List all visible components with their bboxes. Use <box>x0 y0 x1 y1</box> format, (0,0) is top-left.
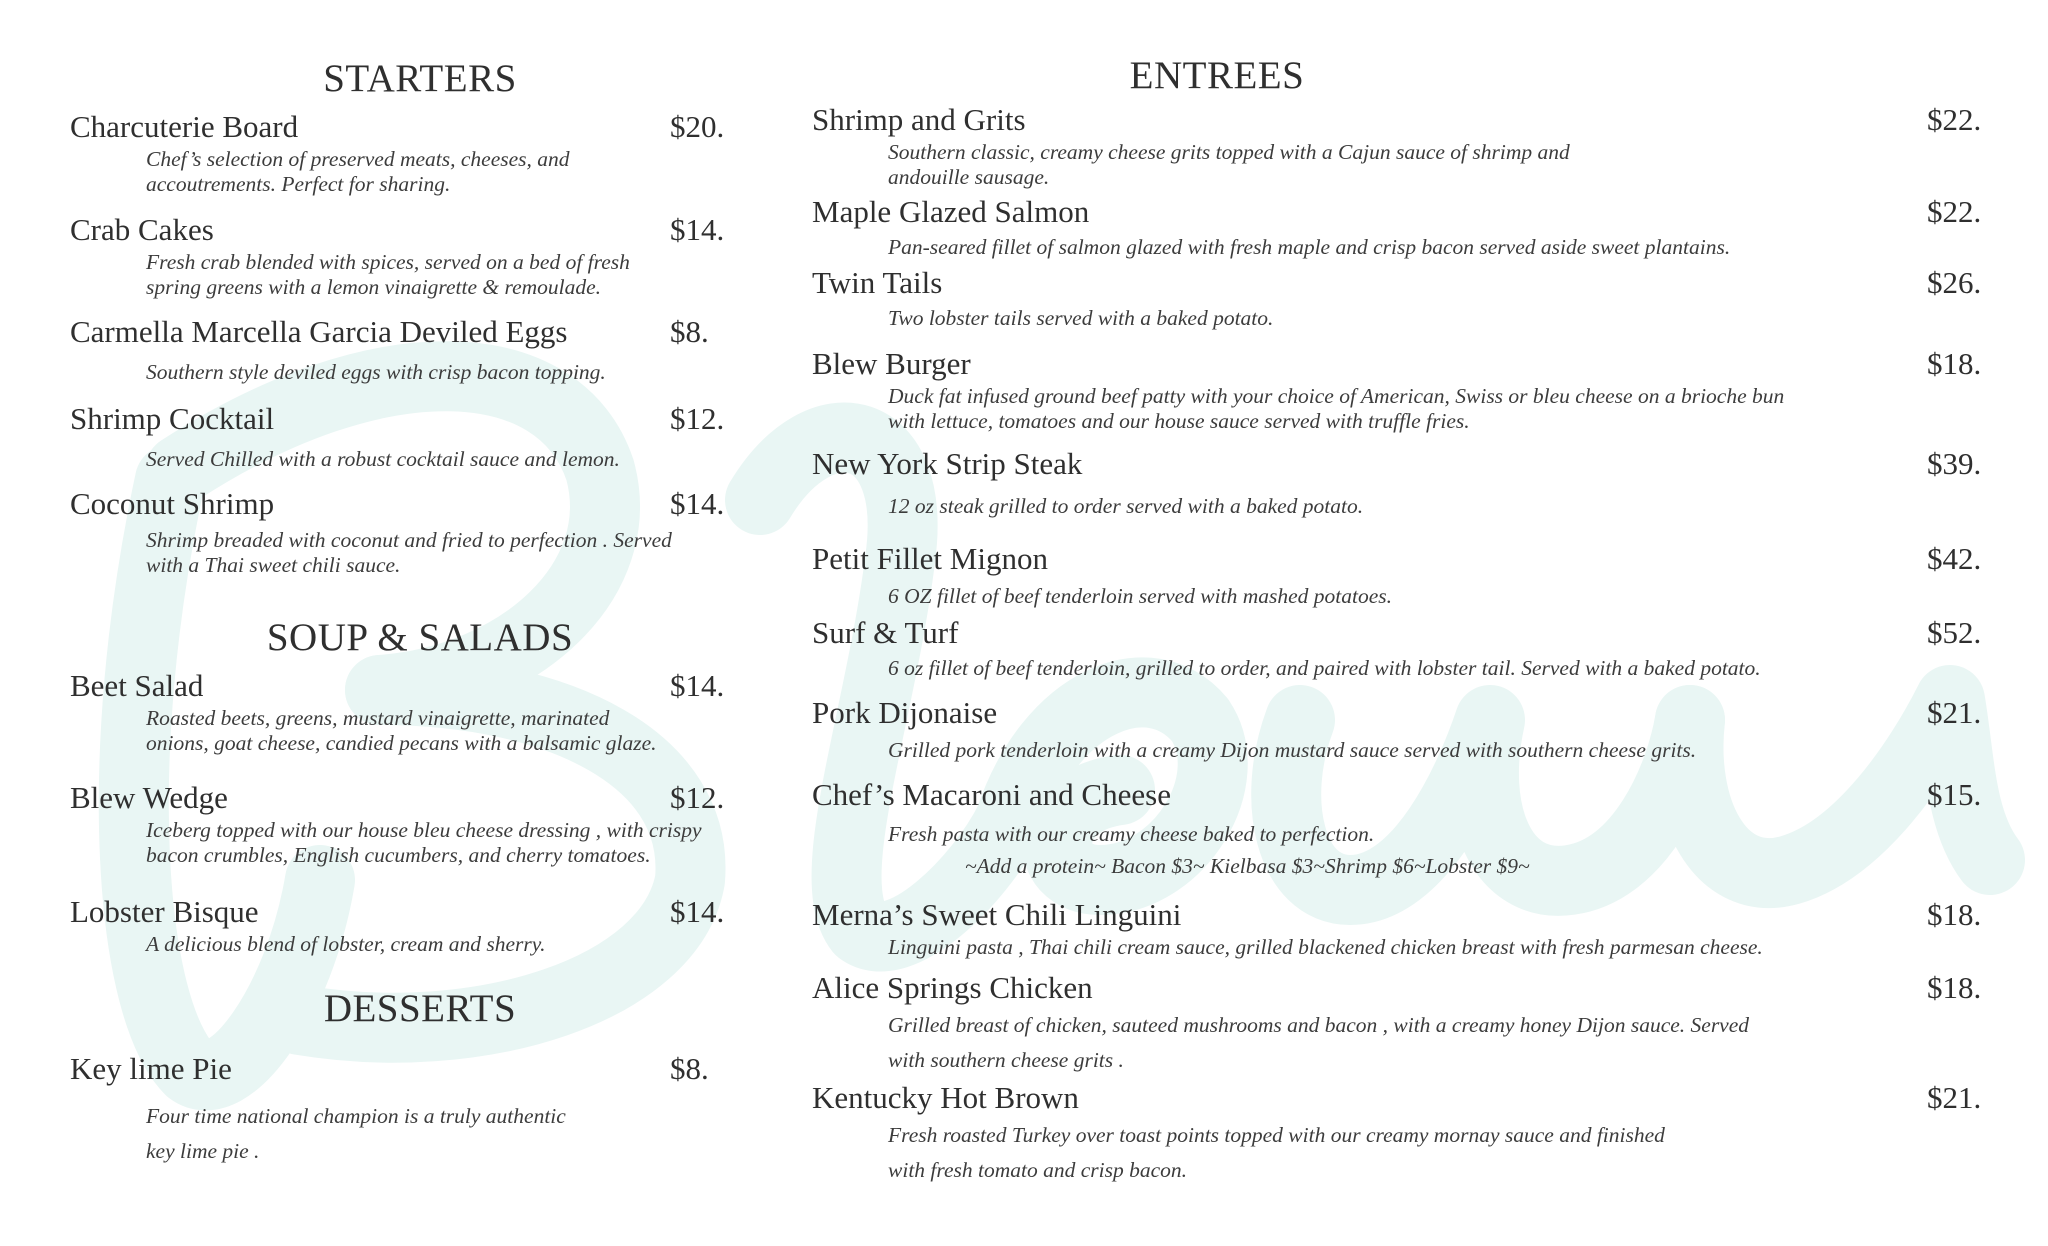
menu-item <box>812 539 1992 609</box>
item-description: Pan-seared fillet of salmon glazed with fresh maple and crisp bacon served aside sweet plantains. <box>888 235 1731 259</box>
item-name: Beet Salad <box>70 668 204 703</box>
menu-item <box>812 895 1992 960</box>
item-price: $14. <box>670 486 725 521</box>
item-price: $8. <box>670 314 709 349</box>
item-name: Shrimp Cocktail <box>70 401 275 436</box>
left-column <box>70 55 730 1169</box>
soups-section <box>110 614 730 662</box>
item-description: Grilled pork tenderloin with a creamy Dijon mustard sauce served with southern cheese grits. <box>888 738 1697 762</box>
section-title-desserts: DESSERTS <box>323 987 517 1030</box>
item-price: $18. <box>1927 346 1982 381</box>
menu-item <box>812 613 1992 681</box>
item-price: $20. <box>670 109 725 144</box>
menu-item <box>812 968 1992 1078</box>
item-name: Blew Wedge <box>70 780 228 815</box>
right-column <box>812 52 1992 1188</box>
item-description: Fresh crab blended with spices, served on a bed of fresh spring greens with a lemon vinaigrette & remoulade. <box>146 250 630 299</box>
item-name: Chef’s Macaroni and Cheese <box>812 777 1171 812</box>
item-name: Crab Cakes <box>70 212 214 247</box>
item-description: Two lobster tails served with a baked potato. <box>888 306 1274 330</box>
item-name: Kentucky Hot Brown <box>812 1080 1079 1115</box>
menu-item <box>70 1049 730 1169</box>
item-price: $14. <box>670 668 725 703</box>
menu-item <box>812 192 1992 260</box>
item-price: $12. <box>670 401 725 436</box>
item-price: $12. <box>670 780 725 815</box>
item-description: Grilled breast of chicken, sauteed mushrooms and bacon , with a creamy honey Dijon sauce. Served with southern cheese grits . <box>888 1013 1750 1072</box>
item-name: Key lime Pie <box>70 1051 232 1086</box>
item-price: $8. <box>670 1051 709 1086</box>
menu-item <box>812 775 1992 879</box>
menu-item <box>812 263 1992 331</box>
item-description: 12 oz steak grilled to order served with a baked potato. <box>888 494 1364 518</box>
menu-item <box>70 107 730 197</box>
item-name: Charcuterie Board <box>70 109 299 144</box>
item-description: Iceberg topped with our house bleu cheese dressing , with crispy bacon crumbles, English cucumbers, and cherry tomatoes. <box>146 818 702 867</box>
item-name: Pork Dijonaise <box>812 695 998 730</box>
item-name: Carmella Marcella Garcia Deviled Eggs <box>70 314 568 349</box>
item-description: Fresh pasta with our creamy cheese baked to perfection. <box>888 822 1375 846</box>
item-description: Duck fat infused ground beef patty with your choice of American, Swiss or bleu cheese on a brioche bun with lettuce, tomatoes and our house sauce served with truffle fries. <box>888 384 1785 433</box>
item-price: $18. <box>1927 970 1982 1005</box>
item-description: Linguini pasta , Thai chili cream sauce, grilled blackened chicken breast with fresh parmesan cheese. <box>888 935 1763 959</box>
menu-item <box>812 100 1992 190</box>
menu-item <box>812 1078 1992 1188</box>
menu-item <box>70 666 730 756</box>
item-price: $21. <box>1927 1080 1982 1115</box>
menu-item <box>70 892 730 957</box>
item-name: Alice Springs Chicken <box>812 970 1093 1005</box>
item-price: $21. <box>1927 695 1982 730</box>
item-price: $26. <box>1927 265 1982 300</box>
item-name: Petit Fillet Mignon <box>812 541 1048 576</box>
item-name: Lobster Bisque <box>70 894 259 929</box>
menu-item <box>70 210 730 300</box>
menu-item <box>812 444 1992 519</box>
menu-item <box>70 399 730 472</box>
item-description: A delicious blend of lobster, cream and sherry. <box>146 932 546 956</box>
section-title-entrees: ENTREES <box>1129 54 1305 97</box>
item-name: Surf & Turf <box>812 615 959 650</box>
item-name: Merna’s Sweet Chili Linguini <box>812 897 1182 932</box>
item-price: $22. <box>1927 194 1982 229</box>
item-price: $39. <box>1927 446 1982 481</box>
item-description: Chef’s selection of preserved meats, cheeses, and accoutrements. Perfect for sharing. <box>146 147 570 196</box>
item-description: Shrimp breaded with coconut and fried to perfection . Served with a Thai sweet chili sauce. <box>146 528 672 577</box>
item-name: Blew Burger <box>812 346 971 381</box>
item-name: Twin Tails <box>812 265 943 300</box>
item-description: Roasted beets, greens, mustard vinaigrette, marinated onions, goat cheese, candied pecans with a balsamic glaze. <box>146 706 657 755</box>
starters-section <box>110 55 730 103</box>
menu-item <box>812 693 1992 763</box>
desserts-section <box>110 985 730 1033</box>
item-description: Fresh roasted Turkey over toast points topped with our creamy mornay sauce and finished with fresh tomato and crisp bacon. <box>888 1123 1665 1182</box>
item-name: Coconut Shrimp <box>70 486 275 521</box>
section-title-soup-salads: SOUP & SALADS <box>266 616 574 659</box>
section-title-starters: STARTERS <box>323 57 517 100</box>
item-description: 6 OZ fillet of beef tenderloin served with mashed potatoes. <box>888 584 1392 608</box>
item-description: Served Chilled with a robust cocktail sauce and lemon. <box>146 447 620 471</box>
item-name: Shrimp and Grits <box>812 102 1026 137</box>
item-price: $42. <box>1927 541 1982 576</box>
item-addon-note: ~Add a protein~ Bacon $3~ Kielbasa $3~Shrimp $6~Lobster $9~ <box>965 854 1530 878</box>
menu-item <box>70 778 730 868</box>
menu-item <box>70 312 730 385</box>
item-price: $15. <box>1927 777 1982 812</box>
item-price: $14. <box>670 212 725 247</box>
item-price: $52. <box>1927 615 1982 650</box>
item-price: $22. <box>1927 102 1982 137</box>
menu-item <box>812 344 1992 434</box>
item-name: Maple Glazed Salmon <box>812 194 1090 229</box>
item-name: New York Strip Steak <box>812 446 1083 481</box>
item-description: Four time national champion is a truly authentic key lime pie . <box>146 1104 566 1163</box>
item-description: Southern classic, creamy cheese grits topped with a Cajun sauce of shrimp and andouille sausage. <box>888 140 1570 189</box>
item-description: 6 oz fillet of beef tenderloin, grilled to order, and paired with lobster tail. Served with a baked potato. <box>888 656 1761 680</box>
item-price: $18. <box>1927 897 1982 932</box>
item-price: $14. <box>670 894 725 929</box>
entrees-section <box>842 52 1592 100</box>
menu-item <box>70 484 730 578</box>
item-description: Southern style deviled eggs with crisp bacon topping. <box>146 360 606 384</box>
